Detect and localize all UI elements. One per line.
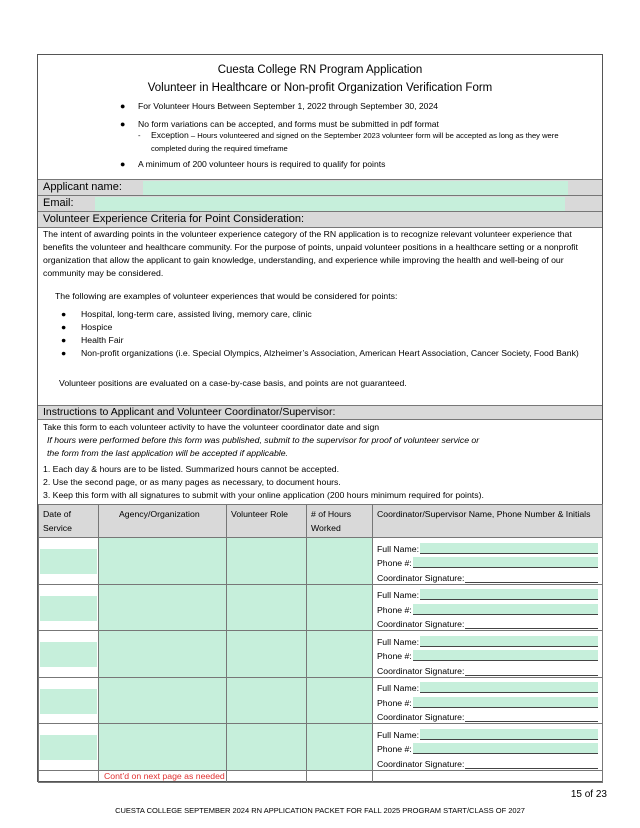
hours-input[interactable]: [307, 724, 373, 771]
phone-input[interactable]: [413, 743, 598, 754]
form-frame: [37, 54, 603, 782]
signature-label: Coordinator Signature:: [377, 758, 465, 769]
instructions-italic: the form from the last application will be accepted if applicable.: [47, 448, 288, 458]
header-hours: # of Hours Worked: [307, 505, 373, 538]
phone-label: Phone #:: [377, 604, 412, 615]
role-input[interactable]: [227, 584, 307, 631]
signature-line[interactable]: [465, 572, 598, 583]
case-by-case-note: Volunteer positions are evaluated on a case-by-case basis, and points are not guaranteed.: [59, 378, 407, 388]
date-input[interactable]: [40, 642, 97, 667]
instruction-step: 2. Use the second page, or as many pages as necessary, to document hours.: [43, 477, 341, 487]
coordinator-cell: [373, 538, 603, 585]
instructions-section: [38, 419, 602, 504]
phone-label: Phone #:: [377, 651, 412, 661]
hours-input[interactable]: [307, 677, 373, 724]
form-subtitle: Volunteer in Healthcare or Non-profit Organization Verification Form: [147, 82, 493, 94]
table-header-row: [39, 505, 603, 538]
full-name-input[interactable]: [420, 729, 598, 740]
table-row: [39, 584, 603, 631]
volunteer-hours-table: [38, 504, 603, 783]
agency-input[interactable]: [99, 677, 227, 724]
form-header: [38, 55, 602, 179]
role-input[interactable]: [227, 677, 307, 724]
page-footer: CUESTA COLLEGE SEPTEMBER 2024 RN APPLICATION PACKET FOR FALL 2025 PROGRAM START/CLASS OF 2027: [115, 806, 525, 815]
header-coordinator: Coordinator/Supervisor Name, Phone Number & Initials: [373, 505, 603, 538]
coordinator-cell: [373, 724, 603, 771]
table-row: [39, 724, 603, 771]
email-label: Email:: [43, 197, 74, 209]
phone-label: Phone #:: [377, 697, 412, 708]
table-row: [39, 677, 603, 724]
signature-line[interactable]: [465, 758, 598, 769]
date-cell: [39, 724, 99, 771]
bullet-hours-range: ● For Volunteer Hours Between September 1, 2022 through September 30, 2024: [120, 101, 439, 111]
instructions-line: Take this form to each volunteer activity to have the volunteer coordinator date and sign: [43, 422, 380, 432]
phone-input[interactable]: [413, 604, 598, 615]
agency-input[interactable]: [99, 584, 227, 631]
bullet-exception: - Exception – Hours volunteered and signed on the September 2023 volunteer form will be accepted as long as they were completed during the required timeframe: [138, 130, 559, 153]
full-name-label: Full Name:: [377, 683, 419, 693]
signature-label: Coordinator Signature:: [377, 712, 465, 722]
example-item: ● Non-profit organizations (i.e. Special Olympics, Alzheimer’s Association, American Heart Association, Cancer Society, Food Bank): [61, 348, 579, 358]
criteria-heading: Volunteer Experience Criteria for Point Consideration:: [43, 213, 305, 225]
applicant-name-input[interactable]: [143, 181, 568, 195]
phone-label: Phone #:: [377, 744, 412, 754]
bullet-pdf-format: ● No form variations can be accepted, and forms must be submitted in pdf format: [120, 119, 439, 129]
header-agency: Agency/Organization: [99, 505, 227, 538]
example-item: ● Hospice: [61, 322, 113, 332]
coordinator-cell: [373, 677, 603, 724]
phone-input[interactable]: [413, 650, 598, 661]
instructions-italic: If hours were performed before this form was published, submit to the supervisor for proof of volunteer service or: [47, 435, 480, 445]
agency-input[interactable]: [99, 631, 227, 678]
page-number: 15 of 23: [570, 789, 607, 800]
header-role: Volunteer Role: [227, 505, 307, 538]
criteria-heading-row: [38, 211, 602, 227]
full-name-label: Full Name:: [377, 590, 419, 600]
coordinator-cell: [373, 584, 603, 631]
date-cell: [39, 584, 99, 631]
continued-note: Cont’d on next page as needed: [104, 771, 225, 781]
signature-label: Coordinator Signature:: [377, 572, 465, 583]
role-input[interactable]: [227, 724, 307, 771]
date-cell: [39, 677, 99, 724]
full-name-input[interactable]: [420, 543, 598, 554]
full-name-input[interactable]: [420, 682, 598, 693]
agency-input[interactable]: [99, 724, 227, 771]
full-name-input[interactable]: [420, 589, 598, 600]
applicant-name-row: [38, 179, 602, 195]
full-name-input[interactable]: [420, 636, 598, 647]
form-title: Cuesta College RN Program Application: [217, 64, 423, 76]
example-item: ● Health Fair: [61, 335, 124, 345]
full-name-label: Full Name:: [377, 636, 419, 647]
signature-line[interactable]: [465, 618, 598, 629]
bullet-minimum-hours: ● A minimum of 200 volunteer hours is required to qualify for points: [120, 159, 386, 169]
signature-line[interactable]: [465, 665, 598, 676]
instruction-step: 1. Each day & hours are to be listed. Summarized hours cannot be accepted.: [43, 464, 340, 474]
role-input[interactable]: [227, 538, 307, 585]
agency-input[interactable]: [99, 538, 227, 585]
full-name-label: Full Name:: [377, 729, 419, 740]
examples-intro: The following are examples of volunteer experiences that would be considered for points:: [55, 291, 398, 301]
instructions-heading: Instructions to Applicant and Volunteer Coordinator/Supervisor:: [43, 406, 336, 418]
signature-line[interactable]: [465, 711, 598, 722]
table-row: [39, 538, 603, 585]
date-input[interactable]: [40, 689, 97, 714]
full-name-label: Full Name:: [377, 543, 419, 554]
hours-input[interactable]: [307, 631, 373, 678]
phone-label: Phone #:: [377, 558, 412, 568]
date-input[interactable]: [40, 549, 97, 574]
signature-label: Coordinator Signature:: [377, 665, 465, 676]
coordinator-cell: [373, 631, 603, 678]
date-input[interactable]: [40, 735, 97, 760]
table-row: [39, 631, 603, 678]
date-input[interactable]: [40, 596, 97, 621]
role-input[interactable]: [227, 631, 307, 678]
example-item: ● Hospital, long-term care, assisted living, memory care, clinic: [61, 309, 312, 319]
phone-input[interactable]: [413, 557, 598, 568]
instructions-heading-row: [38, 405, 602, 419]
email-input[interactable]: [95, 197, 565, 211]
criteria-intro: The intent of awarding points in the volunteer experience category of the RN application is to recognize relevant volunteer experience that benefits the volunteer and healthcare community. For the purpose of points, unpaid volunteer positions in a healthcare setting or a nonprofit organization that allow the applicant to gain knowledge, understanding, and experience while improving the health and well-being of our community may be considered.: [43, 229, 578, 278]
phone-input[interactable]: [413, 697, 598, 708]
criteria-section: [38, 227, 602, 405]
applicant-name-label: Applicant name:: [43, 181, 122, 193]
header-date: Date of Service: [39, 505, 99, 538]
date-cell: [39, 631, 99, 678]
date-cell: [39, 538, 99, 585]
hours-input[interactable]: [307, 584, 373, 631]
hours-input[interactable]: [307, 538, 373, 585]
email-row: [38, 195, 602, 211]
signature-label: Coordinator Signature:: [377, 619, 465, 629]
instruction-step: 3. Keep this form with all signatures to submit with your online application (200 hours minimum required for points).: [43, 490, 484, 500]
